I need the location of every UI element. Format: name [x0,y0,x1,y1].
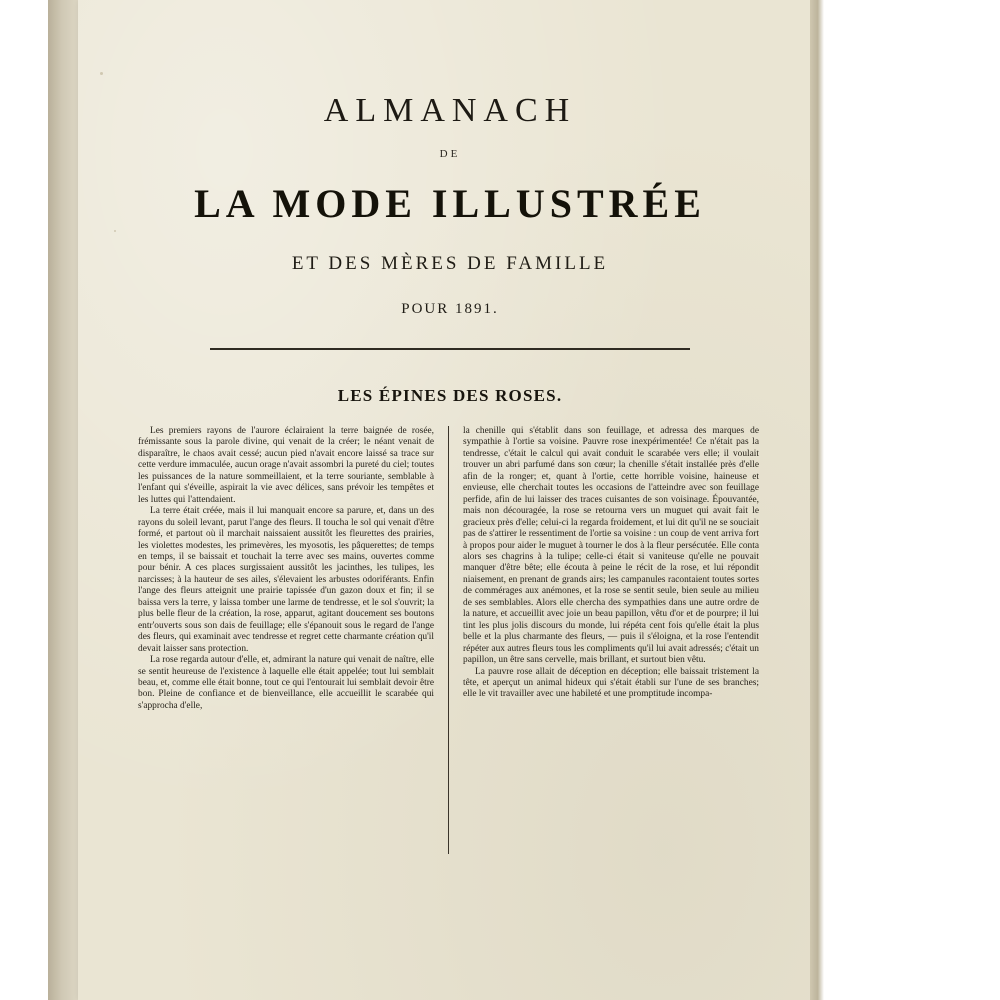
book-gutter-shadow [48,0,78,1000]
text-column-right [463,426,759,856]
text-column-left [138,426,434,856]
page-content [138,0,762,1000]
paper-speck [114,230,116,232]
page-title: ALMANACH [323,92,577,129]
page-edge-shadow [810,0,824,1000]
paragraph: La terre était créée, mais il lui manquait encore sa parure, et, dans un des rayons du soleil levant, parut l'ange des fleurs. Il toucha le sol qui venait d'être formé, et partout où il marchait naissaient aussitôt les fleurettes des prairies, les violettes modestes, les primevères, les myosotis, les pâquerettes; de temps en temps, il se baissait et touchait la terre avec ses mains, ouvertes comme pour bénir. A ces places surgissaient aussitôt les jacinthes, les tulipes, les narcisses; à la hauteur de ses ailes, s'élevaient les arbustes odoriférants. Enfin l'ange des fleurs atteignit une prairie tapissée d'un gazon doux et fin; il se baissa vers la terre, y laissa tomber une larme de tendresse, et le sol s'ouvrit; la plus belle fleur de la création, la rose, apparut, agitant doucement ses boutons entr'ouverts sous son dais de feuillage; elle s'épanouit sous le regard de l'ange des fleurs, qui examinait avec tendresse et regret cette charmante création qu'il devait laisser sans protection. [138,506,434,654]
paper-speck [100,72,103,75]
article-title: LES ÉPINES DES ROSES. [337,386,563,405]
paragraph: La pauvre rose allait de déception en déception; elle baissait tristement la tête, et aperçut un animal hideux qui s'était établi sur l'une de ses branches; elle le vit travailler avec une habileté et une promptitude incompa- [463,666,759,700]
article-body [138,426,762,856]
scan-right-margin [810,0,1000,1000]
scan-left-margin [0,0,48,1000]
horizontal-rule [210,348,690,350]
publication-year: POUR 1891. [401,301,499,317]
paragraph: la chenille qui s'établit dans son feuillage, et adressa des marques de sympathie à l'ortie sa voisine. Pauvre rose inexpérimentée! Ce n'était pas la tendresse, c'était le calcul qui avait conduit le scarabée vers elle; il voulait trouver un abri parfumé dans son cœur; la chenille s'était installée près d'elle afin de la ronger; et, quant à l'ortie, cette horrible voisine, haineuse et envieuse, elle cherchait toutes les occasions de l'atteindre avec son feuillage perfide, afin de lui laisser des traces cuisantes de son voisinage. Épouvantée, mais non découragée, la rose se retourna vers un muguet qui avait fait le gracieux près d'elle; celui-ci la regarda froidement, et lui dit qu'il ne se souciait pas de s'attirer le ressentiment de l'ortie sa voisine : un coup de vent arriva fort à propos pour aider le muguet à tourner le dos à la fleur persécutée. Elle conta alors ses chagrins à la tulipe; celle-ci était si vaniteuse qu'elle ne pouvait manquer d'être bête; elle écouta à peine le récit de la rose, et lui répondit niaisement, en prenant de grands airs; les campanules racontaient toutes sortes de commérages aux anémones, et la rose se sentit seule, bien seule au milieu de ses semblables. Alors elle chercha des sympathies dans une autre ordre de la nature, et accueillit avec joie un beau papillon, vêtu d'or et de pourpre; il lui tint les plus jolis discours du monde, lui répéta cent fois qu'elle était la plus belle et la plus charmante des fleurs, — puis il s'éloigna, et la rose l'entendit répéter aux autres fleurs tous les compliments qu'il lui avait adressés; c'était un papillon, un être sans cervelle, mais brillant, et surtout bien vêtu. [463,426,759,666]
publication-name: LA MODE ILLUSTRÉE [194,181,706,226]
column-divider-rule [448,426,449,854]
title-preposition: DE [439,148,461,160]
paragraph: La rose regarda autour d'elle, et, admirant la nature qui venait de naître, elle se sentit heureuse de l'existence à laquelle elle était appelée; tout lui semblait beau, et, comme elle était bonne, tout ce qui l'entourait lui semblait devoir être bon. Pleine de confiance et de bienveillance, elle accueillit le scarabée qui s'approcha d'elle, [138,655,434,711]
title-block [138,0,762,350]
publication-subtitle: ET DES MÈRES DE FAMILLE [291,253,609,274]
book-page [78,0,810,1000]
paragraph: Les premiers rayons de l'aurore éclairaient la terre baignée de rosée, frémissante sous la parole divine, qui venait de la créer; le néant venait de disparaître, le chaos avait cessé; aucun pied n'avait encore laissé sa trace sur cette verdure immaculée, aucun orage n'avait assombri la pureté du ciel; toutes les puissances de la nature sommeillaient, et la terre souriante, semblable à l'enfant qui s'éveille, aspirait la vie avec délices, sans prévoir les tempêtes et les luttes qui l'attendaient. [138,426,434,505]
